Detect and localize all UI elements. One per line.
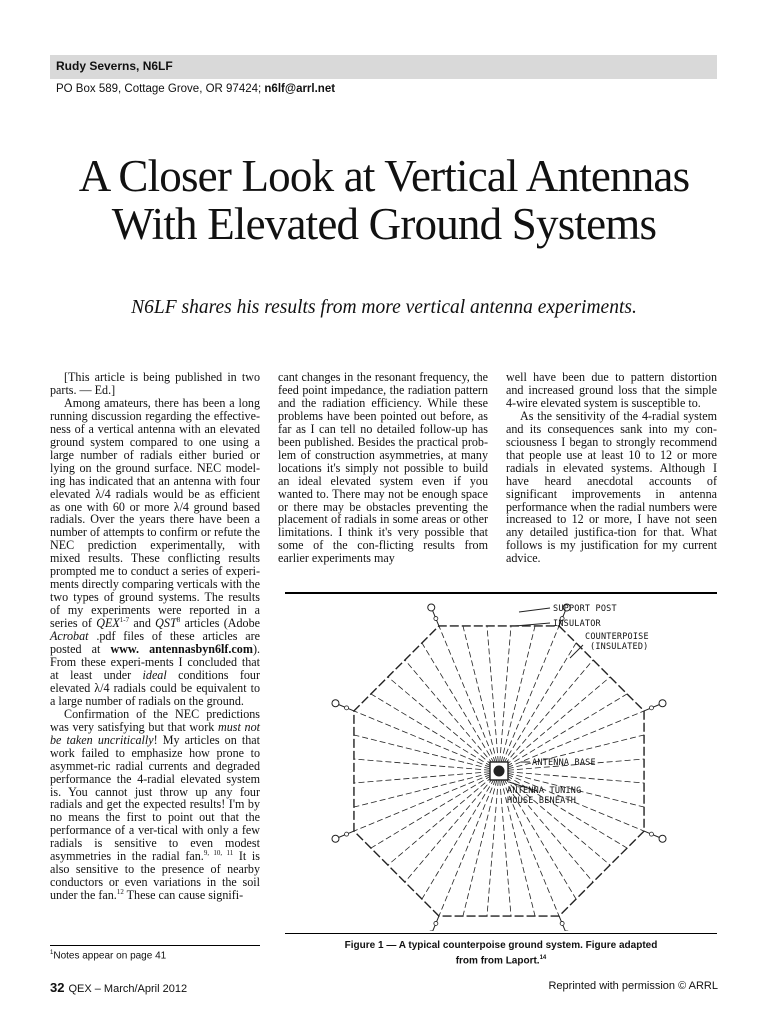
postal-address: PO Box 589, Cottage Grove, OR 97424; xyxy=(56,83,265,95)
article-deck: N6LF shares his results from more vertical antenna experiments. xyxy=(131,297,637,318)
editor-note: [This article is being published in two parts. — Ed.] xyxy=(50,370,260,397)
figure-bottom-rule xyxy=(285,933,717,934)
insulator xyxy=(649,832,653,836)
radial-wire xyxy=(499,626,559,771)
support-post xyxy=(659,835,666,842)
paragraph: well have been due to pattern distortion and increased ground loss that the simple 4-wire elevated system is susceptible to. xyxy=(506,370,717,410)
title-line-1: A Closer Look at Vertical Antennas xyxy=(78,151,690,201)
footer-left xyxy=(50,980,187,995)
radial-wire xyxy=(439,626,499,771)
insulator xyxy=(434,921,438,925)
paragraph: As the sensitivity of the 4-radial system and its consequences sank into my con-sciousness I began to strongly recommend that people use at least 10 to 12 or more radials in elevated systems. Although I have heard anecdotal accounts of significant improvements in antenna performance when the radial numbers were increased to 12 or more, I have not seen any detailed justifica-tion for that. What follows is my justification for my current advice. xyxy=(506,408,717,566)
insulator xyxy=(345,706,349,710)
paragraph: Among amateurs, there has been a long running discussion regarding the effective-ness of a vertical antenna with an elevated ground system compared to one using a large number of radials either buried or lying on the ground surface. NEC model-ing has indicated that an antenna with four elevated λ/4 radials would be as efficient as one with 60 or more λ/4 ground based radials. Over the years there have been a number of attempts to confirm or refute the NEC prediction experimentally, with mixed results. These conflicting results prompted me to conduct a series of experi-ments directly comparing verticals with the two types of ground systems. The results of my experiments were reported in a series of QEX$^{1-7}$ and QST$^8$ articles (Adobe Acrobat .pdf files of these articles are posted at www. antennasbyn6lf.com). From these experi-ments I concluded that at least under ideal conditions four elevated λ/4 radials could be equivalent to a large number of radials on the ground. xyxy=(50,395,260,708)
author-email[interactable]: n6lf@arrl.net xyxy=(264,83,336,95)
paragraph: cant changes in the resonant frequency, the feed point impedance, the radiation pattern and the radiation efficiency. While these problems have been pointed out before, as far as I can tell no detailed follow-up has been published. Besides the practical prob-lem of construction asymmetries, at many locations it's simply not possible to build an ideal elevated system even if you wanted to. There may not be enough space or there may be obstacles preventing the placement of radials in some areas or other limitations. I think it's very possible that some of the con-flicting results from earlier experiments may xyxy=(278,370,488,566)
radial-wire xyxy=(354,711,499,771)
paragraph: Confirmation of the NEC predictions was very satisfying but that work must not be taken uncritically! My articles on that work failed to emphasize how prone to asymmet-ric radial currents and degraded performance the 4-radial elevated system is. You cannot just throw up any four radials and get the expected results! I'm by no means the first to point out that the performance of a ver-tical with only a few radials is sensitive to even modest asymmetries in the radial fan.$^{9, 10, 11}$ It is also sensitive to the presence of nearby conductors or even variations in the soil under the fan.$^{12}$ These can cause signifi- xyxy=(50,706,260,903)
page-number: 32 xyxy=(50,980,65,995)
website-link[interactable]: www. antennasbyn6lf.com xyxy=(110,642,253,657)
insulator xyxy=(434,617,438,621)
body-column-1 xyxy=(50,371,260,902)
label-tuning-house: ANTENNA TUNING xyxy=(507,786,582,796)
radial-wire xyxy=(487,626,499,771)
radial-wire xyxy=(422,771,499,899)
support-post xyxy=(659,700,666,707)
label-support-post: SUPPORT POST xyxy=(553,604,617,614)
insulator xyxy=(649,706,653,710)
figure-1-diagram xyxy=(285,596,717,931)
label-counterpoise: COUNTERPOISE xyxy=(585,632,649,642)
radial-wire xyxy=(354,771,499,783)
radial-wire xyxy=(499,771,644,783)
figure-caption xyxy=(285,940,717,967)
radial-wire xyxy=(371,771,499,848)
radial-wire xyxy=(371,694,499,771)
author-address xyxy=(56,83,335,95)
counterpoise-diagram xyxy=(285,596,717,931)
article-title xyxy=(0,152,768,248)
notes-rule xyxy=(50,945,260,946)
radial-wire xyxy=(499,643,576,771)
title-line-2: With Elevated Ground Systems xyxy=(111,199,657,249)
support-post xyxy=(332,835,339,842)
support-post xyxy=(428,604,435,611)
caption-line-1: Figure 1 — A typical counterpoise ground system. Figure adapted xyxy=(344,940,658,951)
radial-wire xyxy=(354,771,499,831)
radial-wire xyxy=(354,759,499,771)
support-post xyxy=(332,700,339,707)
label-antenna-base: ANTENNA BASE xyxy=(532,758,596,768)
insulator xyxy=(345,832,349,836)
caption-line-2: from from Laport.$^{14}$ xyxy=(455,955,547,967)
radial-wire xyxy=(487,771,499,916)
figure-top-rule xyxy=(285,592,717,594)
body-column-3 xyxy=(506,371,717,565)
radial-wire xyxy=(422,643,499,771)
author-name: Rudy Severns, N6LF xyxy=(56,59,173,73)
radial-wire xyxy=(499,771,627,848)
issue-info: QEX – March/April 2012 xyxy=(68,983,188,995)
insulator xyxy=(560,921,564,925)
radial-wire xyxy=(439,771,499,916)
body-column-2 xyxy=(278,371,488,565)
label-house-beneath: HOUSE BENEATH xyxy=(507,796,577,806)
footer-permission: Reprinted with permission © ARRL xyxy=(548,980,718,992)
antenna-base xyxy=(494,766,504,776)
label-insulated: (INSULATED) xyxy=(590,642,649,652)
notes-pointer: $^1$Notes appear on page 41 xyxy=(50,950,167,962)
radial-wire xyxy=(499,626,511,771)
label-insulator: INSULATOR xyxy=(553,619,601,629)
